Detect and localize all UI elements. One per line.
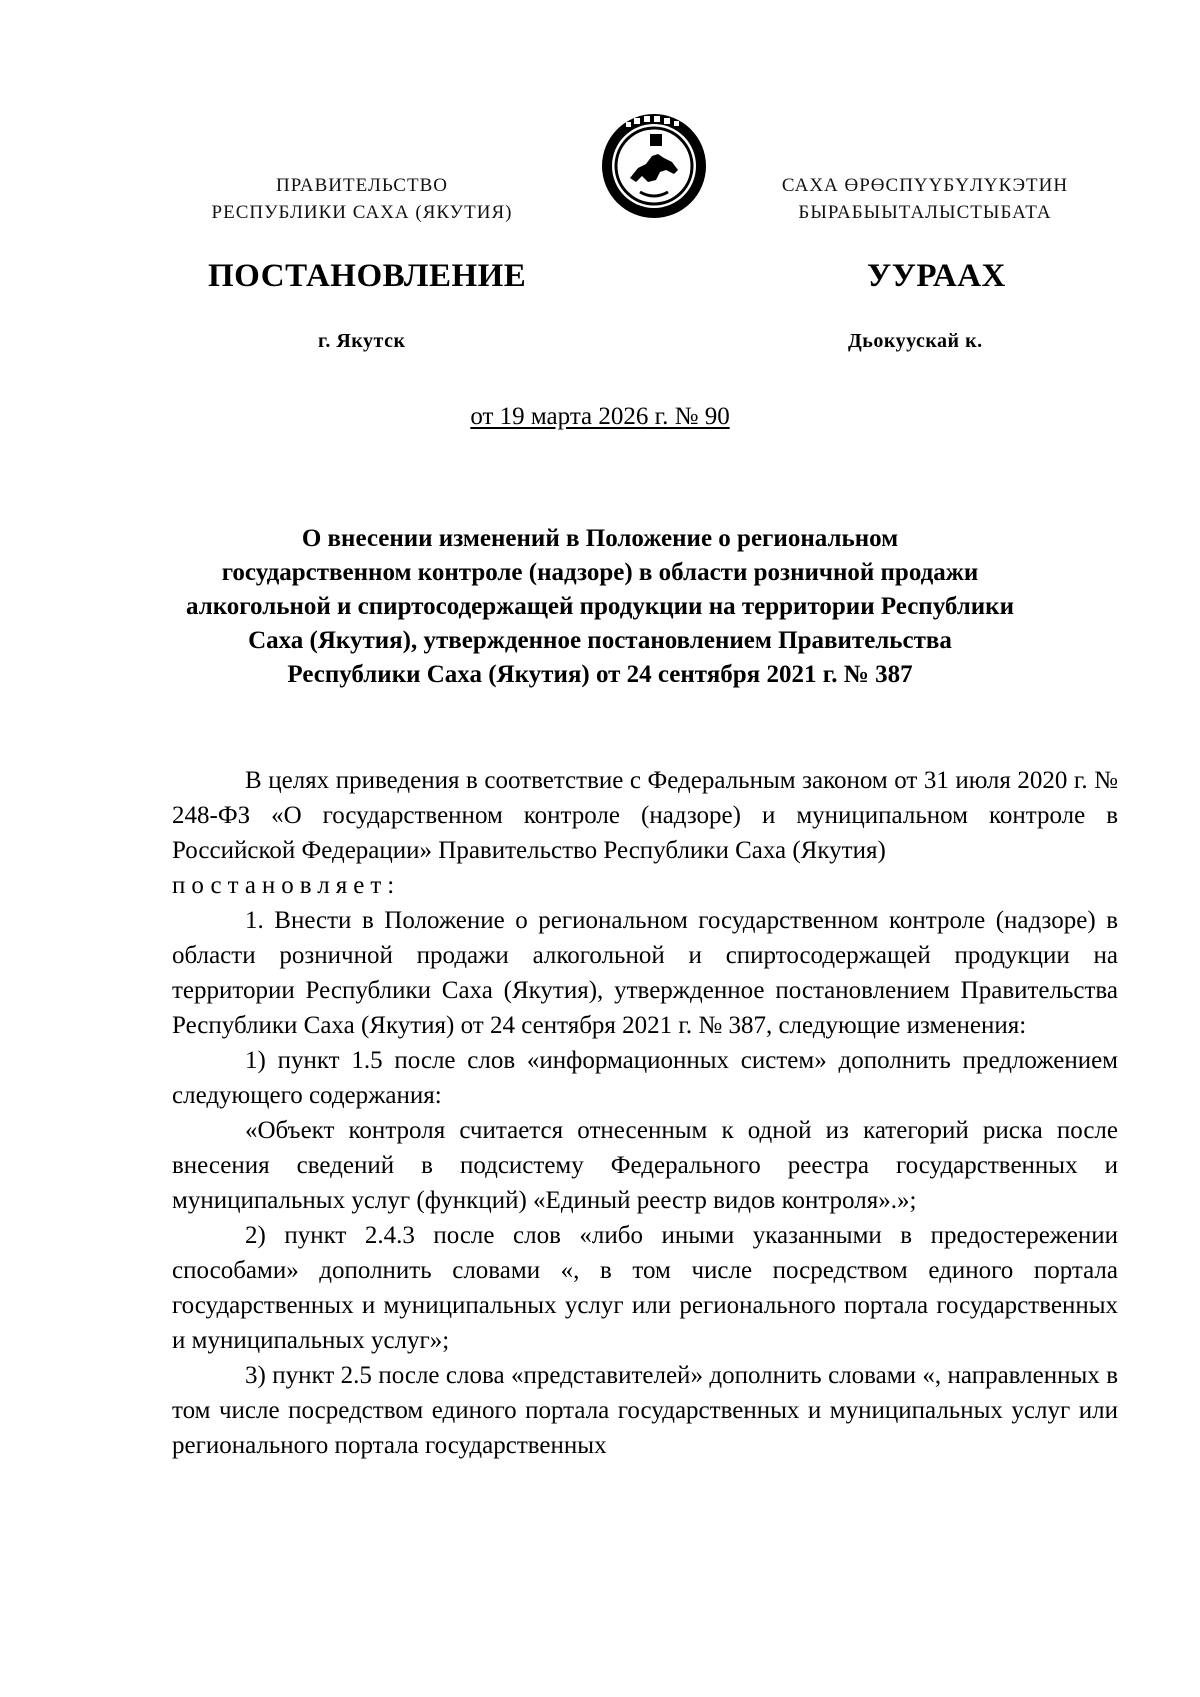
subject-line: государственном контроле (надзоре) в области розничной продажи [221,559,979,586]
document-body [172,763,1118,1463]
date-number-line [0,403,1200,431]
paragraph-subitem-1: 1) пункт 1.5 после слов «информационных систем» дополнить предложением следующего содержания: [172,1047,1118,1109]
paragraph-subitem-2: 2) пункт 2.4.3 после слов «либо иными указанными в предостережении способами» дополнить словами «, в том числе посредством единого портала государственных и муниципальных услуг или регионального портала государственных и муниципальных услуг»; [172,1222,1118,1354]
header-right-line1: САХА ӨРӨСПҮҮБҮЛҮКЭТИН [781,175,1069,196]
city-ru: г. Якутск [318,330,406,352]
subject-line: О внесении изменений в Положение о региональном [301,525,899,552]
paragraph-item-1: 1. Внести в Положение о региональном государственном контроле (надзоре) в области розничной продажи алкогольной и спиртосодержащей продукции на территории Республики Саха (Якутия), утвержденное постановлением Правительства Республики Саха (Якутия) от 24 сентября 2021 г. № 387, следующие изменения: [172,907,1118,1039]
subject-heading [140,522,1060,692]
coat-of-arms-emblem [600,112,708,220]
subject-line: алкогольной и спиртосодержащей продукции на территории Республики [185,593,1014,620]
subject-line: Саха (Якутия), утвержденное постановлением Правительства [248,627,952,654]
city-sah: Дьокуускай к. [848,330,983,352]
subject-line: Республики Саха (Якутия) от 24 сентября 2021 г. № 387 [287,661,913,688]
header-left-line1: ПРАВИТЕЛЬСТВО [276,175,448,196]
document-type-ru: ПОСТАНОВЛЕНИЕ [208,258,527,294]
paragraph-subitem-1-quote: «Объект контроля считается отнесенным к одной из категорий риска после внесения сведений в подсистему Федерального реестра государственных и муниципальных услуг (функций) «Единый реестр видов контроля».»; [172,1117,1118,1214]
document-type-sah: УУРААХ [867,258,1006,294]
header-right-block [735,172,1115,226]
header-left-block [172,172,552,226]
header-right-line2: БЫРАБЫЫТАЛЫСТЫБАТА [798,202,1052,223]
date-number: от 19 марта 2026 г. № 90 [470,403,730,430]
paragraph-intro: В целях приведения в соответствие с Федеральным законом от 31 июля 2020 г. № 248-ФЗ «О государственном контроле (надзоре) и муниципальном контроле в Российской Федерации» Правительство Республики Саха (Якутия) [172,767,1118,864]
paragraph-subitem-3: 3) пункт 2.5 после слова «представителей» дополнить словами «, направленных в том числе посредством единого портала государственных и муниципальных услуг или регионального портала государственных [172,1362,1118,1459]
paragraph-resolves: постановляет: [172,872,401,899]
header-left-line2: РЕСПУБЛИКИ САХА (ЯКУТИЯ) [211,202,513,223]
